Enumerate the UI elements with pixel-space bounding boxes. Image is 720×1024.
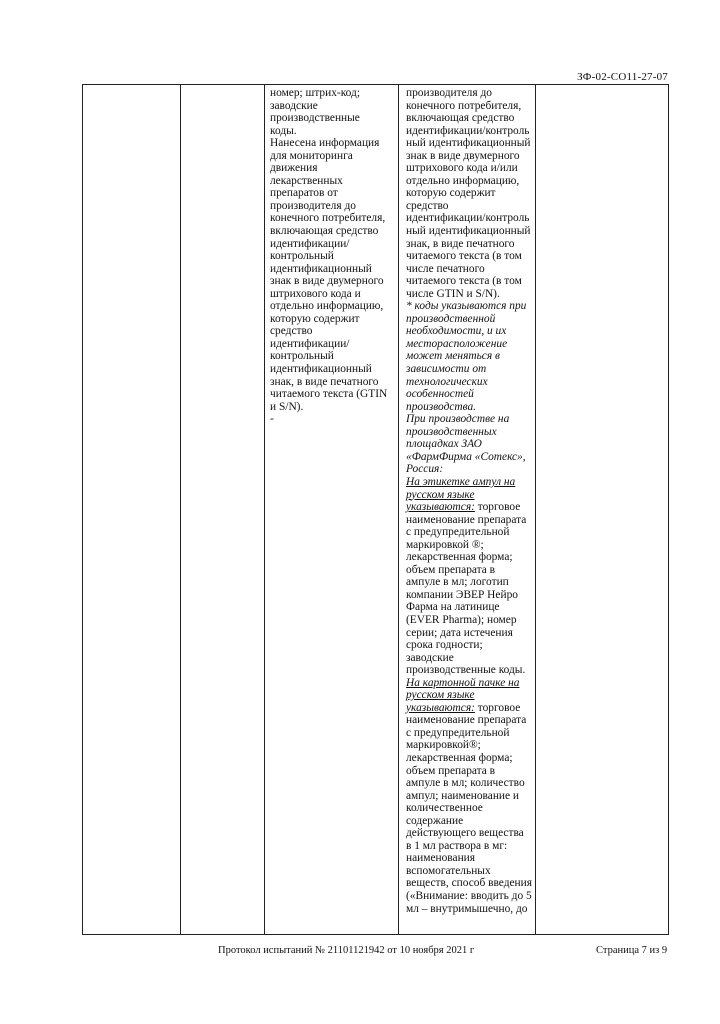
text-line	[406, 87, 532, 100]
text-line	[406, 777, 532, 790]
text-line-content: Россия:	[406, 463, 444, 476]
text-line	[406, 890, 532, 903]
text-line-content: -	[270, 413, 274, 426]
text-line-content: площадках ЗАО	[406, 438, 482, 451]
text-line	[270, 388, 387, 401]
text-line	[406, 238, 532, 251]
text-line	[406, 815, 532, 828]
text-line	[270, 238, 387, 251]
text-line	[406, 865, 532, 878]
text-line-content: может меняться в	[406, 350, 500, 363]
text-line	[406, 689, 532, 702]
text-line	[270, 200, 387, 213]
text-line-content: ампул; наименование и	[406, 789, 520, 802]
text-line-content: номер; штрих-код;	[270, 87, 360, 99]
text-line	[270, 175, 387, 188]
text-line-content: читаемого текста (в том	[406, 250, 522, 263]
text-line	[406, 325, 532, 338]
text-line	[406, 664, 532, 677]
text-line-content: производственные	[270, 112, 360, 125]
text-line	[270, 363, 387, 376]
text-line	[406, 426, 532, 439]
text-line	[406, 877, 532, 890]
text-line-content: наименования	[406, 852, 476, 865]
text-line	[406, 627, 532, 640]
text-line-continuation: торговое	[474, 701, 521, 714]
text-line	[270, 137, 387, 150]
text-line	[270, 212, 387, 225]
text-line	[406, 589, 532, 602]
text-line-content: месторасположение	[406, 337, 508, 350]
text-line	[406, 376, 532, 389]
text-line	[406, 576, 532, 589]
text-line	[406, 212, 532, 225]
text-line-content: содержание	[406, 814, 464, 827]
text-line-content: компании ЭВЕР Нейро	[406, 588, 518, 601]
text-line-content: производственные коды.	[406, 664, 526, 677]
text-line	[406, 702, 532, 715]
text-line	[270, 100, 387, 113]
text-line-content: средство	[406, 199, 449, 212]
text-line-content: срока годности;	[406, 639, 483, 652]
text-line	[406, 652, 532, 665]
text-line-content: которую содержит	[270, 312, 360, 325]
text-line-content: На картонной пачке на	[406, 676, 520, 689]
text-line-content: отдельно информацию,	[406, 174, 520, 187]
text-line-content: лекарственная форма;	[406, 551, 513, 564]
text-line-content: объем препарата в	[406, 764, 496, 777]
text-line	[270, 275, 387, 288]
text-line-content: указываются:	[406, 501, 475, 514]
text-line	[270, 187, 387, 200]
text-line-content: движения	[270, 162, 318, 175]
text-line-content: технологических	[406, 375, 488, 388]
text-line-content: * коды указываются при	[406, 300, 527, 313]
text-line	[406, 162, 532, 175]
text-line-content: идентификации/	[270, 237, 350, 250]
text-line-content: числе GTIN и S/N).	[406, 287, 500, 300]
text-line-content: знак, в виде печатного	[406, 237, 515, 250]
text-line-content: производственной	[406, 312, 496, 325]
text-line	[406, 100, 532, 113]
text-line-content: («Внимание: вводить до 5	[406, 890, 532, 902]
text-line	[406, 363, 532, 376]
text-line-content: идентификации/контроль	[406, 212, 530, 225]
text-line-content: необходимости, и их	[406, 325, 507, 338]
text-line	[270, 263, 387, 276]
text-line	[406, 187, 532, 200]
text-line-content: которую содержит	[406, 187, 496, 200]
text-line-content: производства.	[406, 400, 477, 413]
text-line-content: включающая средство	[270, 225, 379, 238]
text-line-content: знак в виде двумерного	[270, 275, 384, 288]
text-line	[406, 413, 532, 426]
text-line-content: ампуле в мл; количество	[406, 777, 525, 790]
text-line	[406, 338, 532, 351]
text-line	[406, 288, 532, 301]
text-line	[270, 288, 387, 301]
footer-page-number: Страница 7 из 9	[596, 945, 668, 956]
text-line	[406, 263, 532, 276]
text-line	[270, 225, 387, 238]
text-line-content: идентификации/контроль	[406, 124, 530, 137]
text-line	[270, 313, 387, 326]
text-line-content: маркировкой ®;	[406, 538, 484, 551]
text-line-continuation: торговое	[474, 501, 521, 514]
text-line-content: зависимости от	[406, 363, 487, 376]
text-line	[270, 125, 387, 138]
text-line-content: русском языке	[406, 689, 475, 702]
text-line	[406, 150, 532, 163]
text-line-content: Нанесена информация	[270, 137, 380, 150]
text-line	[406, 137, 532, 150]
text-line-content: включающая средство	[406, 112, 515, 125]
text-line-content: производственных	[406, 425, 497, 438]
text-line	[406, 313, 532, 326]
text-line-content: серии; дата истечения	[406, 626, 513, 639]
text-line-content: конечного потребителя,	[406, 99, 522, 112]
document-code: ЗФ-02-СО11-27-07	[577, 71, 668, 83]
text-line-content: производителя до	[270, 199, 356, 212]
text-line	[406, 350, 532, 363]
text-line-content: веществ, способ введения	[406, 877, 532, 890]
text-line-content: лекарственная форма;	[406, 751, 513, 764]
text-line-content: ный идентификационный	[406, 225, 531, 238]
text-line-content: лекарственных	[270, 174, 343, 187]
text-line	[406, 727, 532, 740]
text-line-content: особенностей	[406, 388, 474, 401]
content-table	[82, 84, 669, 935]
text-line	[406, 388, 532, 401]
text-line	[406, 250, 532, 263]
text-line	[406, 175, 532, 188]
text-line-content: заводские	[406, 651, 454, 664]
table-column-divider	[535, 85, 536, 934]
text-line-content: заводские	[270, 99, 318, 112]
text-line-content: читаемого текста (в том	[406, 275, 522, 288]
text-line-content: с предупредительной	[406, 726, 510, 739]
text-line-content: и S/N).	[270, 400, 304, 413]
text-line-content: штрихового кода и	[270, 287, 361, 300]
text-line	[406, 501, 532, 514]
text-line	[406, 739, 532, 752]
text-line	[406, 714, 532, 727]
text-line	[406, 225, 532, 238]
text-line	[406, 125, 532, 138]
table-column-divider	[264, 85, 265, 934]
text-line	[270, 162, 387, 175]
text-line-content: ный идентификационный	[406, 137, 531, 150]
text-line-content: Фарма на латинице	[406, 601, 500, 614]
text-line-content: идентификации/	[270, 337, 350, 350]
text-line	[406, 514, 532, 527]
text-line	[270, 150, 387, 163]
text-line-content: конечного потребителя,	[270, 212, 386, 225]
text-line-content: При производстве на	[406, 413, 510, 426]
text-line	[406, 112, 532, 125]
text-line-content: коды.	[270, 124, 297, 137]
text-line	[270, 250, 387, 263]
text-line-content: объем препарата в	[406, 563, 496, 576]
text-line	[406, 275, 532, 288]
text-line	[270, 300, 387, 313]
text-line-content: действующего вещества	[406, 827, 524, 840]
text-line	[406, 438, 532, 451]
text-line-content: ампуле в мл; логотип	[406, 576, 509, 589]
text-line	[270, 413, 387, 426]
text-line	[406, 300, 532, 313]
text-line	[406, 200, 532, 213]
text-line	[406, 614, 532, 627]
table-column-divider	[398, 85, 399, 934]
text-line-content: маркировкой®;	[406, 739, 481, 752]
text-line-content: контрольный	[270, 350, 334, 363]
text-line-content: штрихового кода и/или	[406, 162, 518, 175]
text-line	[406, 564, 532, 577]
text-line-content: числе печатного	[406, 262, 485, 275]
text-line	[406, 489, 532, 502]
text-line	[406, 639, 532, 652]
table-column-divider	[180, 85, 181, 934]
text-line-content: контрольный	[270, 250, 334, 263]
text-line-content: знак в виде двумерного	[406, 149, 520, 162]
text-line-content: для мониторинга	[270, 149, 353, 162]
text-line-content: количественное	[406, 802, 483, 815]
text-line-content: препаратов от	[270, 187, 338, 200]
text-line	[406, 752, 532, 765]
text-line	[406, 790, 532, 803]
text-line-content: с предупредительной	[406, 526, 510, 539]
text-line	[406, 765, 532, 778]
text-line	[406, 852, 532, 865]
text-line	[406, 601, 532, 614]
text-line-content: наименование препарата	[406, 714, 527, 727]
text-line-content: русском языке	[406, 488, 475, 501]
text-line	[406, 526, 532, 539]
text-line	[270, 401, 387, 414]
text-line	[406, 677, 532, 690]
text-line	[270, 87, 387, 100]
text-line	[406, 551, 532, 564]
text-line	[406, 476, 532, 489]
text-line	[270, 350, 387, 363]
table-cell-results	[406, 87, 532, 915]
text-line	[406, 401, 532, 414]
text-line	[406, 802, 532, 815]
text-line-content: наименование препарата	[406, 513, 527, 526]
text-line	[406, 903, 532, 916]
table-cell-requirements	[270, 87, 387, 426]
text-line	[406, 827, 532, 840]
text-line-content: идентификационный	[270, 262, 372, 275]
text-line-content: На этикетке ампул на	[406, 475, 516, 488]
text-line-content: «ФармФирма «Сотекс»,	[406, 450, 526, 463]
text-line-content: (EVER Pharma); номер	[406, 613, 517, 626]
text-line-content: мл – внутримышечно, до	[406, 902, 528, 915]
text-line-content: производителя до	[406, 87, 492, 99]
text-line-content: вспомогательных	[406, 864, 491, 877]
text-line-content: отдельно информацию,	[270, 300, 384, 313]
text-line	[270, 338, 387, 351]
text-line-content: идентификационный	[270, 363, 372, 376]
text-line	[270, 112, 387, 125]
text-line	[270, 325, 387, 338]
text-line-content: читаемого текста (GTIN	[270, 388, 388, 401]
text-line-content: средство	[270, 325, 313, 338]
text-line	[406, 539, 532, 552]
text-line	[406, 840, 532, 853]
text-line-content: указываются:	[406, 701, 475, 714]
text-line-content: знак, в виде печатного	[270, 375, 379, 388]
text-line-content: в 1 мл раствора в мг:	[406, 839, 508, 852]
text-line	[406, 463, 532, 476]
footer-protocol: Протокол испытаний № 21101121942 от 10 ноября 2021 г	[218, 945, 475, 956]
text-line	[406, 451, 532, 464]
text-line	[270, 376, 387, 389]
